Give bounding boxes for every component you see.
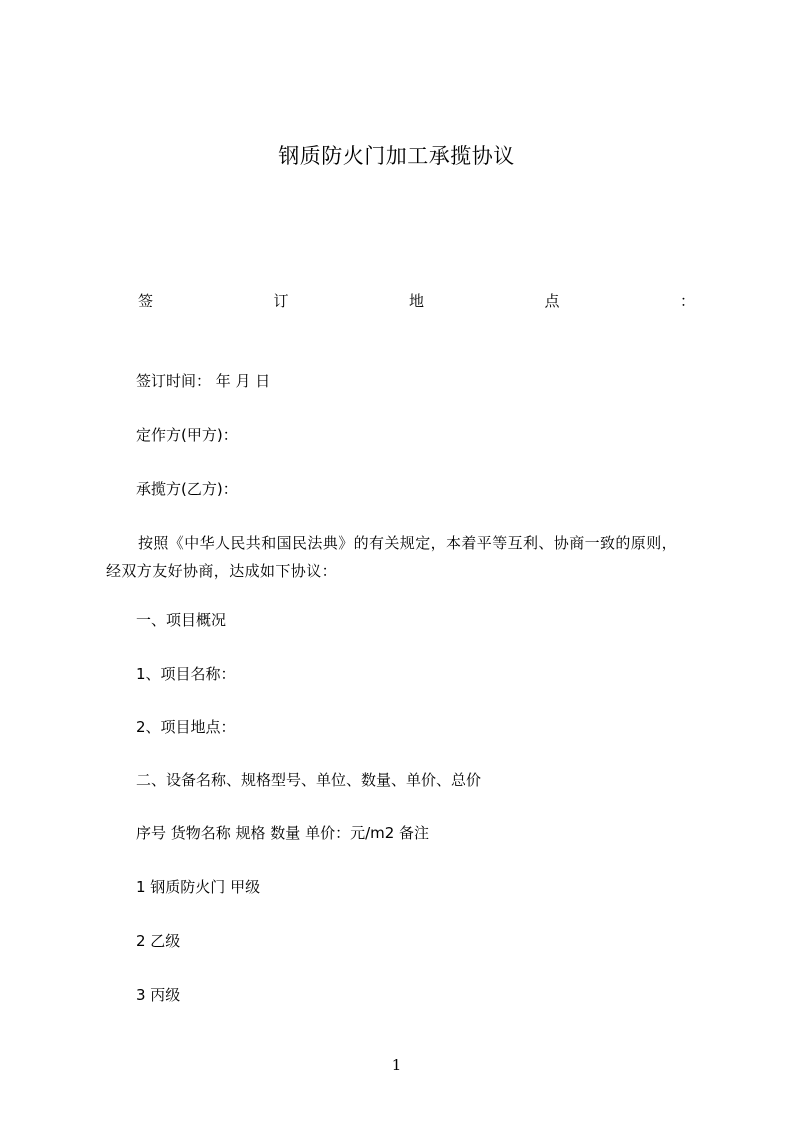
sign-place-char: ： bbox=[679, 292, 695, 310]
sign-time-line: 签订时间： 年 月 日 bbox=[136, 372, 271, 390]
page-number: 1 bbox=[391, 1056, 402, 1074]
intro-line-1: 按照《中华人民共和国民法典》的有关规定，本着平等互利、协商一致的原则， bbox=[138, 534, 678, 552]
sign-place-char: 签 bbox=[138, 292, 154, 310]
table-row: 1 钢质防火门 甲级 bbox=[136, 878, 261, 896]
table-row: 2 乙级 bbox=[136, 932, 181, 950]
project-name-line: 1、项目名称： bbox=[136, 665, 236, 683]
party-a-line: 定作方(甲方)： bbox=[136, 426, 238, 444]
sign-place-char: 订 bbox=[273, 292, 289, 310]
intro-line-2: 经双方友好协商，达成如下协议： bbox=[106, 562, 338, 580]
section-2-heading: 二、设备名称、规格型号、单位、数量、单价、总价 bbox=[136, 771, 482, 789]
intro-paragraph bbox=[106, 529, 696, 585]
sign-place-char: 点 bbox=[544, 292, 560, 310]
document-title: 钢质防火门加工承揽协议 bbox=[278, 144, 515, 168]
table-row: 3 丙级 bbox=[136, 986, 181, 1004]
party-b-line: 承揽方(乙方)： bbox=[136, 480, 238, 498]
sign-place-char: 地 bbox=[408, 292, 424, 310]
project-location-line: 2、项目地点： bbox=[136, 718, 236, 736]
table-header-line: 序号 货物名称 规格 数量 单价：元/m2 备注 bbox=[136, 824, 430, 842]
sign-place-line bbox=[138, 289, 695, 313]
section-1-heading: 一、项目概况 bbox=[136, 611, 227, 629]
